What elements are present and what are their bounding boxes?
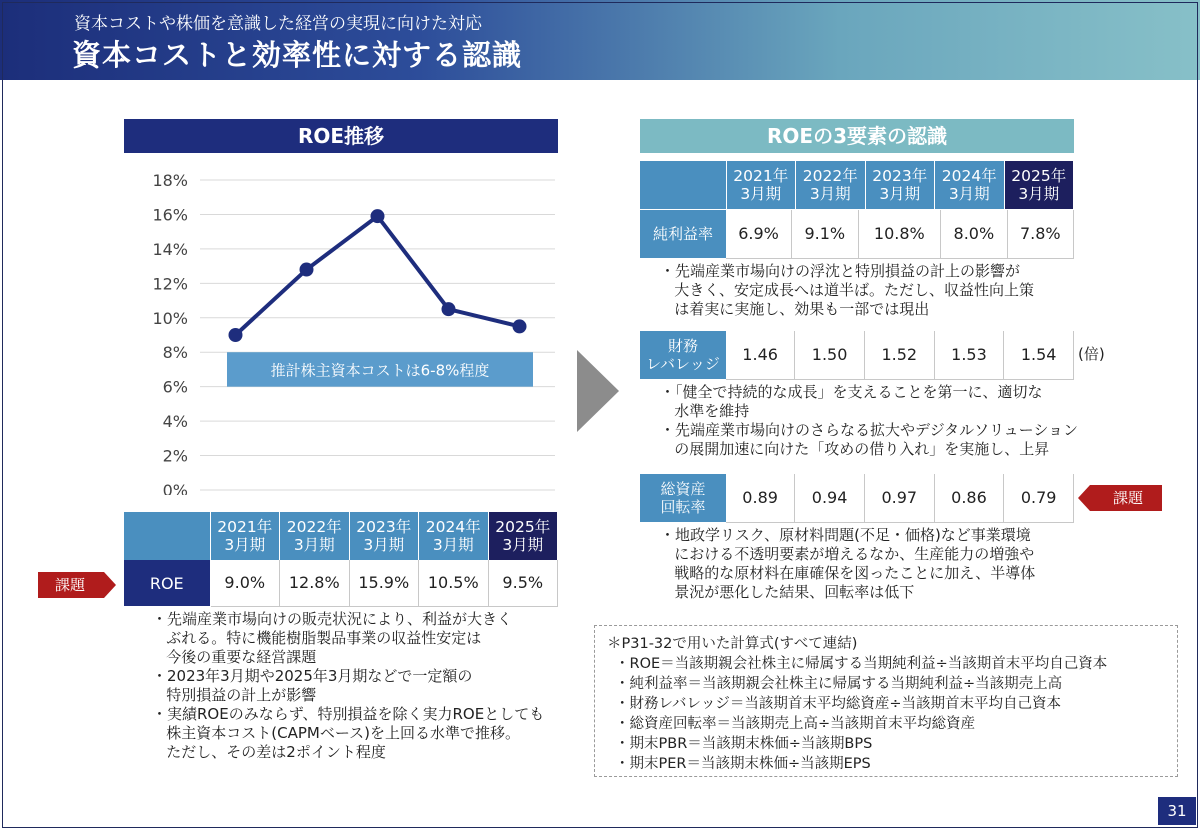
roe-year-2022: 2022年 3月期 bbox=[280, 512, 350, 560]
roe-data-point bbox=[513, 319, 527, 333]
three-year-2024: 2024年 3月期 bbox=[935, 161, 1005, 209]
page-number: 31 bbox=[1158, 797, 1196, 825]
roe-data-point bbox=[229, 328, 243, 342]
turnover-2025: 0.79 bbox=[1004, 474, 1074, 522]
three-year-2021: 2021年 3月期 bbox=[726, 161, 796, 209]
three-year-2025: 2025年 3月期 bbox=[1004, 161, 1074, 209]
three-year-2022: 2022年 3月期 bbox=[796, 161, 866, 209]
turnover-notes: ・地政学リスク、原材料問題(不足・価格)など事業環境 における不透明要素が増えるなか、生産能力の増強や 戦略的な原材料在庫確保を図ったことに加え、半導体 景況が悪化した結果、回転率は低下 bbox=[660, 526, 1036, 601]
roe-panel-heading: ROE推移 bbox=[124, 119, 558, 153]
leverage-2022: 1.50 bbox=[795, 331, 865, 379]
roe-series-line bbox=[236, 216, 520, 335]
roe-issue-tag-label: 課題 bbox=[54, 576, 86, 594]
roe-year-2024: 2024年 3月期 bbox=[419, 512, 489, 560]
right-arrow-icon bbox=[577, 350, 619, 432]
roe-row-label: ROE bbox=[124, 560, 210, 606]
roe-data-point bbox=[300, 263, 314, 277]
leverage-2023: 1.52 bbox=[864, 331, 934, 379]
y-tick-label: 4% bbox=[162, 412, 188, 432]
y-tick-label: 8% bbox=[162, 343, 188, 363]
metric-turnover-label: 総資産 回転率 bbox=[640, 474, 726, 522]
roe-value-2021: 9.0% bbox=[210, 560, 280, 606]
roe-year-2021: 2021年 3月期 bbox=[210, 512, 280, 560]
metric-turnover-row bbox=[640, 474, 1074, 523]
roe-table bbox=[124, 512, 558, 607]
roe-table-corner bbox=[124, 512, 210, 560]
turnover-issue-tag-label: 課題 bbox=[1112, 489, 1144, 507]
roe-year-2023: 2023年 3月期 bbox=[349, 512, 419, 560]
three-table-corner bbox=[640, 161, 726, 209]
metric-leverage-row bbox=[640, 331, 1074, 380]
leverage-notes: ・「健全で持続的な成長」を支えることを第一に、適切な 水準を維持 ・先端産業市場向けのさらなる拡大やデジタルソリューション の展開加速に向けた「攻めの借り入れ」を実施し、上昇 bbox=[660, 383, 1079, 458]
roe-table-header-row bbox=[124, 512, 558, 560]
roe-year-2025: 2025年 3月期 bbox=[488, 512, 558, 560]
roe-notes: ・先端産業市場向けの販売状況により、利益が大きく ぶれる。特に機能樹脂製品事業の収益性安定は 今後の重要な経営課題 ・2023年3月期や2025年3月期などで一定額の 特別損益の計上が影響 ・実績ROEのみならず、特別損益を除く実力ROEとしても 株主資本コスト(CAPMベース)を上回る水準で推移。 ただし、その差は2ポイント程度 bbox=[152, 610, 545, 761]
net-margin-2022: 9.1% bbox=[792, 210, 858, 258]
roe-value-2023: 15.9% bbox=[349, 560, 419, 606]
y-tick-label: 14% bbox=[152, 239, 188, 259]
net-margin-notes: ・先端産業市場向けの浮沈と特別損益の計上の影響が 大きく、安定成長へは道半ば。ただし、収益性向上策 は着実に実施し、効果も一部では現出 bbox=[660, 262, 1035, 318]
net-margin-2024: 8.0% bbox=[941, 210, 1007, 258]
metric-leverage-label: 財務 レバレッジ bbox=[640, 331, 726, 379]
three-years-header-table bbox=[640, 161, 1074, 209]
formula-roe: ・ROE＝当該期親会社株主に帰属する当期純利益÷当該期首末平均自己資本 bbox=[615, 656, 1108, 672]
y-tick-label: 2% bbox=[162, 446, 188, 466]
roe-line-chart bbox=[140, 165, 560, 495]
net-margin-2021: 6.9% bbox=[726, 210, 792, 258]
roe-data-point bbox=[371, 209, 385, 223]
turnover-2023: 0.97 bbox=[864, 474, 934, 522]
slide-title: 資本コストと効率性に対する認識 bbox=[72, 38, 523, 72]
formula-net-margin: ・純利益率＝当該期親会社株主に帰属する当期純利益÷当該期売上高 bbox=[615, 676, 1063, 692]
turnover-issue-tag bbox=[1078, 485, 1162, 511]
y-tick-label: 10% bbox=[152, 308, 188, 328]
net-margin-2023: 10.8% bbox=[858, 210, 941, 258]
formula-box bbox=[594, 625, 1178, 777]
three-header-row bbox=[640, 161, 1074, 209]
roe-issue-tag bbox=[38, 572, 118, 598]
roe-value-2022: 12.8% bbox=[280, 560, 350, 606]
turnover-2024: 0.86 bbox=[934, 474, 1004, 522]
formula-turnover: ・総資産回転率＝当該期売上高÷当該期首末平均総資産 bbox=[615, 716, 976, 732]
leverage-2024: 1.53 bbox=[934, 331, 1004, 379]
formula-heading: ＊P31-32で用いた計算式(すべて連結) bbox=[607, 636, 858, 652]
net-margin-2025: 7.8% bbox=[1007, 210, 1073, 258]
metric-net-margin-row bbox=[640, 210, 1074, 259]
y-tick-label: 0% bbox=[162, 481, 188, 495]
three-year-2023: 2023年 3月期 bbox=[865, 161, 935, 209]
formula-per: ・期末PER＝当該期末株価÷当該期EPS bbox=[615, 756, 871, 772]
turnover-2021: 0.89 bbox=[726, 474, 795, 522]
cost-of-capital-label: 推計株主資本コストは6-8%程度 bbox=[270, 361, 490, 380]
roe-data-point bbox=[442, 302, 456, 316]
leverage-2021: 1.46 bbox=[726, 331, 795, 379]
y-tick-label: 16% bbox=[152, 205, 188, 225]
leverage-unit: (倍) bbox=[1078, 345, 1105, 363]
roe-table-value-row bbox=[124, 560, 558, 606]
y-tick-label: 18% bbox=[152, 171, 188, 190]
roe-value-2024: 10.5% bbox=[419, 560, 489, 606]
three-elements-heading: ROEの3要素の認識 bbox=[640, 119, 1074, 153]
y-tick-label: 12% bbox=[152, 274, 188, 294]
metric-net-margin-label: 純利益率 bbox=[640, 210, 726, 258]
y-tick-label: 6% bbox=[162, 377, 188, 397]
formula-pbr: ・期末PBR＝当該期末株価÷当該期BPS bbox=[615, 736, 873, 752]
turnover-2022: 0.94 bbox=[795, 474, 865, 522]
leverage-2025: 1.54 bbox=[1004, 331, 1074, 379]
roe-value-2025: 9.5% bbox=[488, 560, 558, 606]
formula-leverage: ・財務レバレッジ＝当該期首末平均総資産÷当該期首末平均自己資本 bbox=[615, 696, 1061, 712]
slide-subtitle: 資本コストや株価を意識した経営の実現に向けた対応 bbox=[74, 14, 482, 34]
